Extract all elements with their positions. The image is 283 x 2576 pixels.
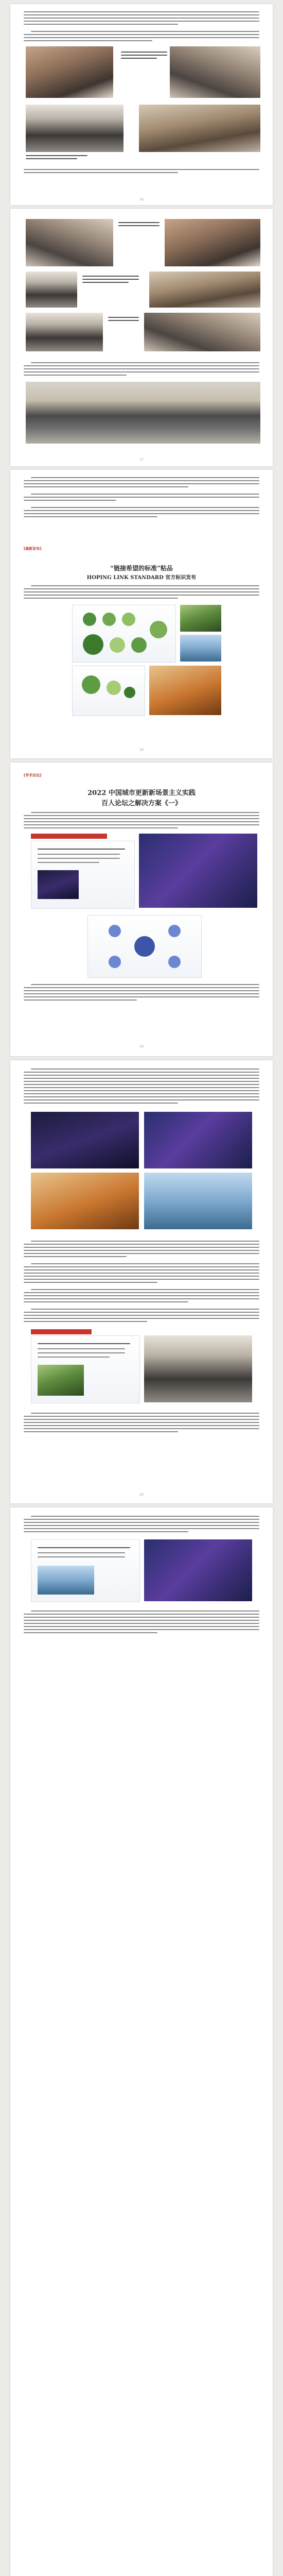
meeting-photo-4: [26, 219, 113, 266]
diagram-node-center: [134, 936, 155, 957]
logo-mark-4: [83, 634, 103, 655]
page-6: [10, 1507, 273, 2576]
keynote-slide: [31, 841, 135, 909]
slide-inset: [38, 870, 79, 899]
speaker-photo-3: [26, 313, 103, 351]
speaker-photo-2: [26, 272, 77, 308]
presentation-photo-3: [31, 1173, 139, 1229]
logo-mark-10: [124, 687, 135, 698]
closing-slide: [31, 1539, 140, 1602]
meeting-photo-7: [144, 313, 260, 351]
speaker-photo-4: [144, 1335, 252, 1402]
scheme-inset: [38, 1365, 84, 1396]
closing-speaker-photo: [144, 1539, 252, 1601]
logo-mark-3: [122, 613, 135, 626]
page-4: [学术论坛] 2022 中国城市更新新场景主义实践 百人论坛之解决方案《一》 19: [10, 762, 273, 1056]
logo-mark-1: [83, 613, 96, 626]
release-title-line1: “链接希望的标准”粘品: [110, 565, 173, 572]
diagram-node-4: [168, 956, 181, 968]
release-title-line2: HOPING LINK STANDARD 官方标识发布: [86, 575, 197, 581]
brand-photo-2: [180, 635, 221, 662]
brand-photo-3: [149, 666, 221, 715]
section-tag-forum: [学术论坛]: [24, 773, 42, 777]
logo-mark-2: [102, 613, 116, 626]
meeting-photo-6: [149, 272, 260, 308]
keynote-speaker-photo: [139, 834, 257, 908]
logo-board: [72, 605, 176, 663]
page-2: 17: [10, 209, 273, 466]
logo-mark-8: [82, 675, 100, 694]
diagram-node-3: [109, 956, 121, 968]
meeting-photo-1: [26, 46, 113, 98]
page-1: 16: [10, 4, 273, 205]
logo-board-2: [72, 666, 145, 716]
diagram-slide: [87, 915, 202, 978]
diagram-node-1: [109, 925, 121, 937]
closing-inset: [38, 1566, 94, 1595]
forum-title-line1: 2022 中国城市更新新场景主义实践: [87, 789, 196, 797]
video-banner: [31, 834, 107, 839]
scheme-slide: [31, 1335, 140, 1403]
logo-mark-9: [107, 681, 121, 695]
meeting-photo-2: [170, 46, 260, 98]
section-tag-release: [最新发布]: [24, 547, 42, 551]
presentation-photo-2: [144, 1112, 252, 1168]
presentation-photo-4: [144, 1173, 252, 1229]
logo-mark-6: [131, 637, 147, 653]
speaker-photo-1: [26, 105, 123, 152]
brand-photo-1: [180, 605, 221, 632]
presentation-photo-1: [31, 1112, 139, 1168]
forum-title-line2: 百人论坛之解决方案《一》: [101, 800, 182, 807]
meeting-photo-3: [139, 105, 260, 152]
page-5: 20: [10, 1060, 273, 1503]
logo-mark-7: [150, 621, 167, 638]
page-3: [最新发布] “链接希望的标准”粘品 HOPING LINK STANDARD 官方标识发布 18: [10, 470, 273, 758]
logo-mark-5: [110, 637, 125, 653]
group-photo: [26, 382, 260, 444]
meeting-photo-5: [165, 219, 260, 266]
subsection-banner: [31, 1329, 92, 1334]
diagram-node-2: [168, 925, 181, 937]
